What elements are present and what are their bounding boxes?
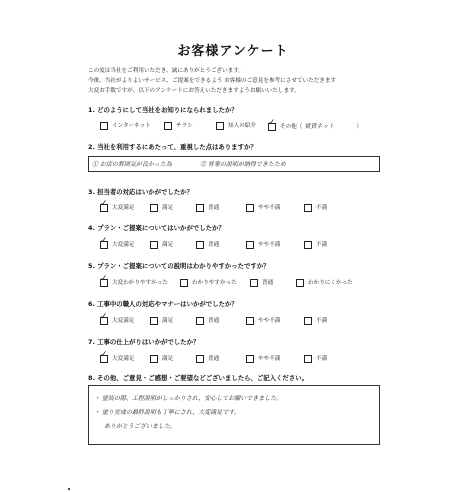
question-2-label: 2. 当社を利用するにあたって、重視した点はありますか？ xyxy=(88,143,257,151)
q7-option[interactable]: 満足 xyxy=(150,354,173,363)
checkbox[interactable] xyxy=(150,204,158,212)
checkbox-checked[interactable] xyxy=(100,241,108,249)
checkbox[interactable] xyxy=(246,317,254,325)
q7-option[interactable]: ✓大変満足 xyxy=(100,354,134,363)
intro-line: 大変お手数ですが、以下のアンケートにお答えいただきますようお願いいたします。 xyxy=(88,88,300,94)
checkbox[interactable] xyxy=(304,317,312,325)
checkbox[interactable] xyxy=(150,355,158,363)
checkbox[interactable] xyxy=(196,241,204,249)
question-4-options xyxy=(100,240,400,250)
q4-option[interactable]: 不満 xyxy=(304,240,327,249)
q4-option[interactable]: 普通 xyxy=(196,240,219,249)
q1-option[interactable]: インターネット xyxy=(100,121,151,130)
question-3-options xyxy=(100,203,400,213)
q5-option[interactable]: わかりやすかった xyxy=(180,278,237,287)
checkbox[interactable] xyxy=(304,204,312,212)
q2-handwritten-answer-2: ② 営業の説明が納得できたため xyxy=(200,161,286,168)
checkbox[interactable] xyxy=(304,355,312,363)
question-5-options xyxy=(100,278,400,288)
checkbox[interactable] xyxy=(196,204,204,212)
q5-option[interactable]: わかりにくかった xyxy=(296,278,353,287)
checkbox-checked[interactable] xyxy=(268,123,276,131)
q8-handwritten-line-1: ・ 塗装の際、工程説明がしっかりされ、安心してお願いできました。 xyxy=(94,395,283,402)
question-8-label: 8. その他、ご意見・ご感想・ご要望などございましたら、ご記入ください。 xyxy=(88,374,308,382)
checkbox[interactable] xyxy=(150,317,158,325)
q1-option-other[interactable]: ✓ その他（ 賃貸ネット ） xyxy=(268,121,362,131)
q6-option[interactable]: ✓大変満足 xyxy=(100,316,134,325)
checkbox[interactable] xyxy=(246,204,254,212)
checkbox[interactable] xyxy=(250,279,258,287)
q6-option[interactable]: 満足 xyxy=(150,316,173,325)
q7-option[interactable]: やや不満 xyxy=(246,354,280,363)
checkbox-checked[interactable] xyxy=(100,204,108,212)
q2-handwritten-answer-1: ① お店の雰囲気が良かった為 xyxy=(92,161,172,168)
question-1-options xyxy=(100,121,400,131)
q7-option[interactable]: 普通 xyxy=(196,354,219,363)
checkbox[interactable] xyxy=(216,122,224,130)
q3-option[interactable]: やや不満 xyxy=(246,203,280,212)
checkbox[interactable] xyxy=(164,122,172,130)
question-7-label: 7. 工事の仕上がりはいかがでしたか？ xyxy=(88,338,200,346)
question-6-options xyxy=(100,316,400,326)
q1-option[interactable]: 知人の紹介 xyxy=(216,121,256,130)
checkbox-checked[interactable] xyxy=(100,279,108,287)
checkbox[interactable] xyxy=(196,355,204,363)
q6-option[interactable]: 不満 xyxy=(304,316,327,325)
q3-option[interactable]: ✓大変満足 xyxy=(100,203,134,212)
intro-line: この度は当社をご利用いただき、誠にありがとうございます。 xyxy=(88,68,244,74)
checkbox[interactable] xyxy=(180,279,188,287)
checkbox-checked[interactable] xyxy=(100,355,108,363)
q3-option[interactable]: 満足 xyxy=(150,203,173,212)
q3-option[interactable]: 普通 xyxy=(196,203,219,212)
question-7-options xyxy=(100,354,400,364)
q4-option[interactable]: ✓大変満足 xyxy=(100,240,134,249)
q1-option[interactable]: チラシ xyxy=(164,121,193,130)
q1-handwritten-answer: 賃貸ネット xyxy=(304,123,335,130)
checkbox[interactable] xyxy=(296,279,304,287)
question-4-label: 4. プラン・ご提案についてはいかがでしたか？ xyxy=(88,224,225,232)
checkbox[interactable] xyxy=(150,241,158,249)
q5-option[interactable]: 普通 xyxy=(250,278,273,287)
checkbox-checked[interactable] xyxy=(100,317,108,325)
q5-option[interactable]: ✓大変わかりやすかった xyxy=(100,278,168,287)
q7-option[interactable]: 不満 xyxy=(304,354,327,363)
question-1-label: 1. どのようにして当社をお知りになられましたか？ xyxy=(88,106,238,114)
question-3-label: 3. 担当者の対応はいかがでしたか？ xyxy=(88,188,193,196)
question-5-label: 5. プラン・ご提案についての説明はわかりやすかったですか？ xyxy=(88,262,270,270)
checkbox[interactable] xyxy=(196,317,204,325)
intro-line: 今後、当社がよりよいサービス、ご提案をできるよう お客様のご意見を参考にさせていただきます xyxy=(88,78,337,84)
intro-text xyxy=(88,66,336,96)
q8-handwritten-line-2: ・ 塗り完成の最終説明も丁寧にされ、大変満足です。 xyxy=(94,409,240,416)
page-title: お客様アンケート xyxy=(177,44,289,59)
q4-option[interactable]: 満足 xyxy=(150,240,173,249)
checkbox[interactable] xyxy=(246,355,254,363)
q8-handwritten-line-3: ありがとうございました。 xyxy=(104,423,177,430)
checkbox[interactable] xyxy=(246,241,254,249)
scan-speck xyxy=(68,488,70,490)
checkbox[interactable] xyxy=(100,122,108,130)
checkbox[interactable] xyxy=(304,241,312,249)
question-6-label: 6. 工事中の職人の対応やマナーはいかがでしたか？ xyxy=(88,300,238,308)
q6-option[interactable]: 普通 xyxy=(196,316,219,325)
q3-option[interactable]: 不満 xyxy=(304,203,327,212)
q4-option[interactable]: やや不満 xyxy=(246,240,280,249)
q6-option[interactable]: やや不満 xyxy=(246,316,280,325)
